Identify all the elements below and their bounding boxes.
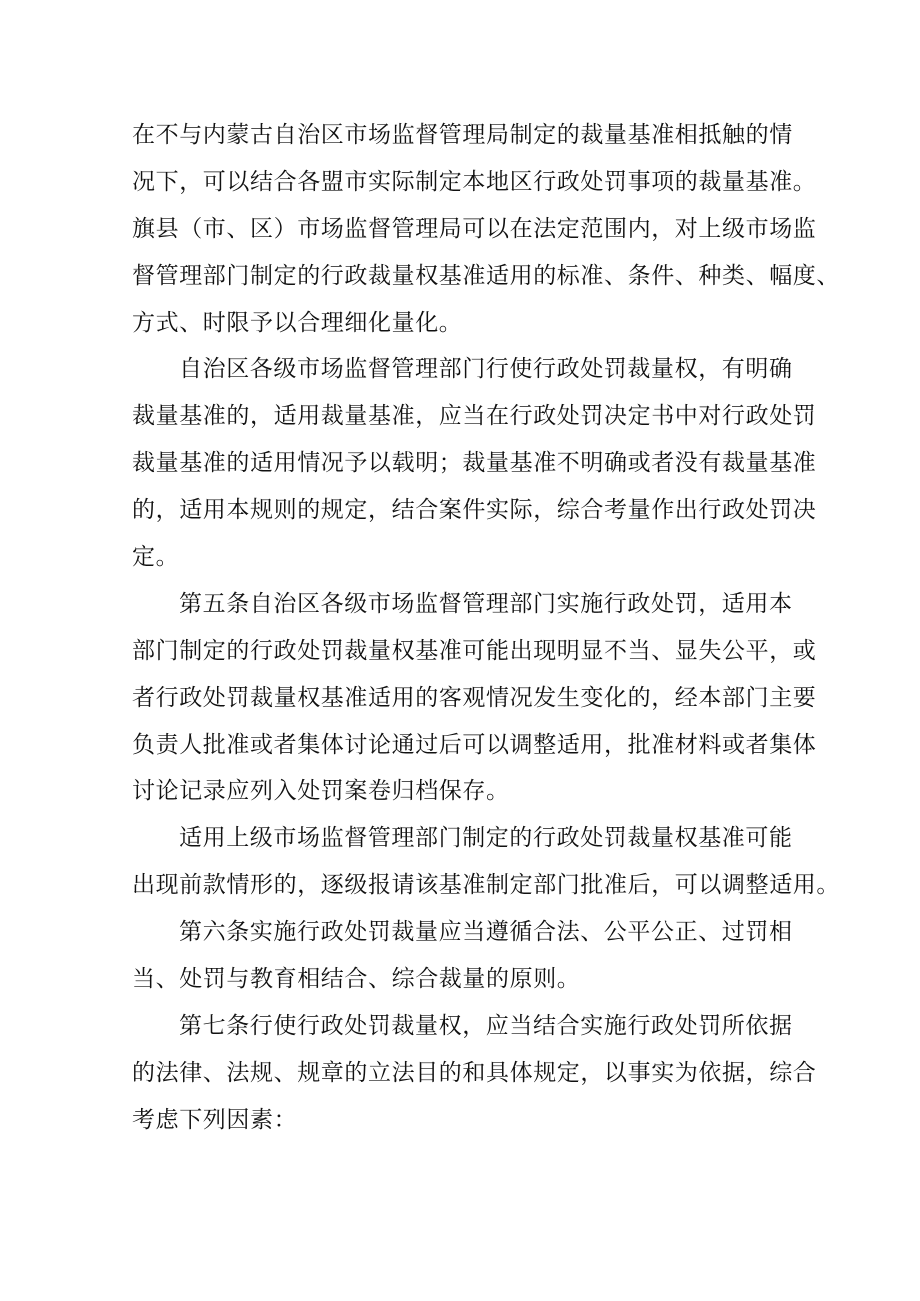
text-line: 出现前款情形的，逐级报请该基准制定部门批准后，可以调整适用。 bbox=[132, 872, 840, 899]
text-line: 的，适用本规则的规定，结合案件实际，综合考量作出行政处罚决 bbox=[132, 497, 817, 524]
text-line: 况下，可以结合各盟市实际制定本地区行政处罚事项的裁量基准。 bbox=[132, 168, 817, 195]
text-line: 部门制定的行政处罚裁量权基准可能出现明显不当、显失公平，或 bbox=[132, 637, 817, 664]
text-line: 讨论记录应列入处罚案卷归档保存。 bbox=[132, 778, 510, 805]
text-line: 考虑下列因素： bbox=[132, 1106, 298, 1133]
text-line: 在不与内蒙古自治区市场监督管理局制定的裁量基准相抵触的情 bbox=[132, 122, 793, 148]
text-line: 定。 bbox=[132, 544, 180, 571]
paragraph-start-line: 自治区各级市场监督管理部门行使行政处罚裁量权，有明确 bbox=[179, 356, 793, 383]
text-line: 当、处罚与教育相结合、综合裁量的原则。 bbox=[132, 966, 581, 993]
document-body bbox=[132, 112, 840, 1144]
text-line: 督管理部门制定的行政裁量权基准适用的标准、条件、种类、幅度、 bbox=[132, 262, 840, 289]
paragraph-start-line: 适用上级市场监督管理部门制定的行政处罚裁量权基准可能 bbox=[179, 825, 793, 852]
text-line: 者行政处罚裁量权基准适用的客观情况发生变化的，经本部门主要 bbox=[132, 684, 817, 711]
article-7-start-line: 第七条行使行政处罚裁量权，应当结合实施行政处罚所依据 bbox=[179, 1012, 793, 1039]
text-line: 裁量基准的适用情况予以载明；裁量基准不明确或者没有裁量基准 bbox=[132, 450, 817, 477]
article-5-start-line: 第五条自治区各级市场监督管理部门实施行政处罚，适用本 bbox=[179, 590, 793, 617]
text-line: 裁量基准的，适用裁量基准，应当在行政处罚决定书中对行政处罚 bbox=[132, 403, 817, 430]
text-line: 负责人批准或者集体讨论通过后可以调整适用，批准材料或者集体 bbox=[132, 731, 817, 758]
text-line: 旗县（市、区）市场监督管理局可以在法定范围内，对上级市场监 bbox=[132, 215, 817, 242]
text-line: 方式、时限予以合理细化量化。 bbox=[132, 309, 463, 336]
text-line: 的法律、法规、规章的立法目的和具体规定，以事实为依据，综合 bbox=[132, 1059, 817, 1086]
article-6-start-line: 第六条实施行政处罚裁量应当遵循合法、公平公正、过罚相 bbox=[179, 919, 793, 946]
